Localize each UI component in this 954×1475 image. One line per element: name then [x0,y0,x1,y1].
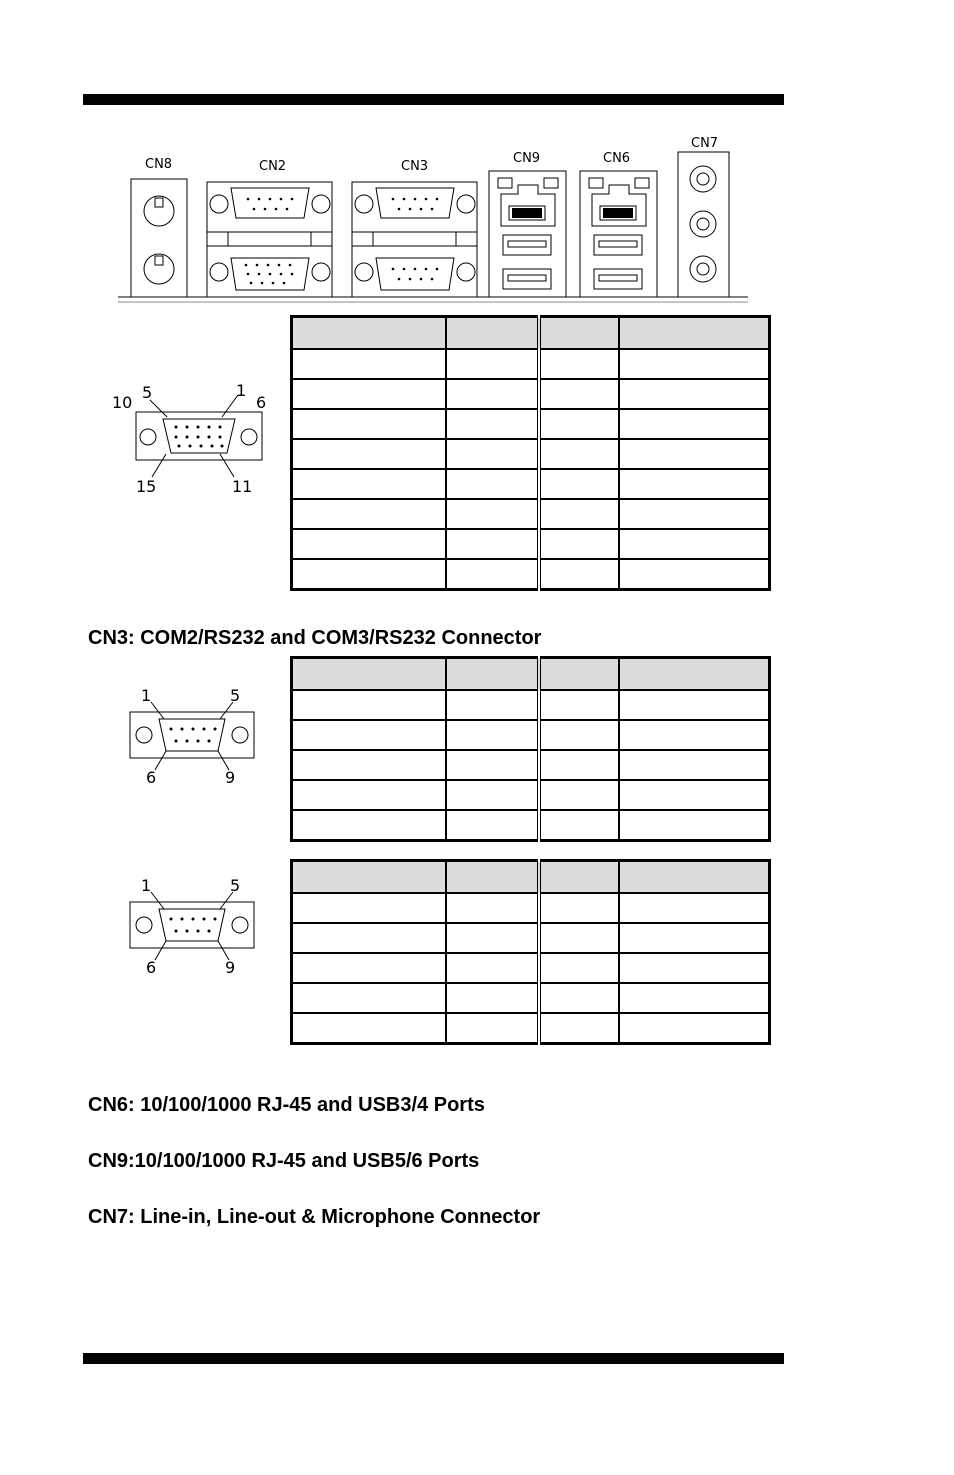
table-row [292,1013,770,1044]
com3-pin-label-6: 6 [146,958,157,977]
label-cn3: CN3 [401,159,429,174]
heading-cn3: CN3: COM2/RS232 and COM3/RS232 Connector [88,627,542,649]
com2-connector-diagram [124,684,264,788]
com3-pin-table [290,859,771,1045]
vga-pin-label-5: 5 [142,383,153,402]
bottom-rule [83,1353,784,1364]
table-row [292,529,770,559]
label-cn2: CN2 [259,159,287,174]
label-cn6: CN6 [603,151,631,166]
table-row [292,499,770,529]
vga-pin-label-11: 11 [232,477,253,495]
table-row [292,893,770,923]
com2-pin-label-9: 9 [225,768,236,787]
com3-pin-label-1: 1 [141,876,152,895]
heading-cn7: CN7: Line-in, Line-out & Microphone Connector [88,1206,541,1228]
table-row [292,810,770,841]
table-row [292,439,770,469]
table-row [292,409,770,439]
vga-pin-label-10: 10 [112,393,133,412]
label-cn9: CN9 [513,151,541,166]
vga-pin-label-1: 1 [236,381,247,400]
heading-cn9: CN9:10/100/1000 RJ-45 and USB5/6 Ports [88,1150,480,1172]
vga-pin-table [290,315,771,591]
label-cn7: CN7 [691,136,719,151]
vga-connector-diagram [108,380,268,495]
table-row [292,469,770,499]
com2-pin-table [290,656,771,842]
vga-pin-label-15: 15 [136,477,157,495]
vga-pin-label-6: 6 [256,393,267,412]
com2-pin-label-6: 6 [146,768,157,787]
label-cn8: CN8 [145,157,173,172]
table-row [292,750,770,780]
table-header-row [292,317,770,350]
table-row [292,559,770,590]
table-row [292,379,770,409]
heading-cn6: CN6: 10/100/1000 RJ-45 and USB3/4 Ports [88,1094,485,1116]
table-header-row [292,861,770,894]
table-row [292,780,770,810]
table-row [292,349,770,379]
com3-pin-label-5: 5 [230,876,241,895]
table-row [292,923,770,953]
table-row [292,983,770,1013]
rear-panel-diagram [118,134,758,306]
com3-connector-diagram [124,874,264,978]
com2-pin-label-5: 5 [230,686,241,705]
table-row [292,690,770,720]
top-rule [83,94,784,105]
com2-pin-label-1: 1 [141,686,152,705]
table-header-row [292,658,770,691]
table-row [292,953,770,983]
com3-pin-label-9: 9 [225,958,236,977]
table-row [292,720,770,750]
